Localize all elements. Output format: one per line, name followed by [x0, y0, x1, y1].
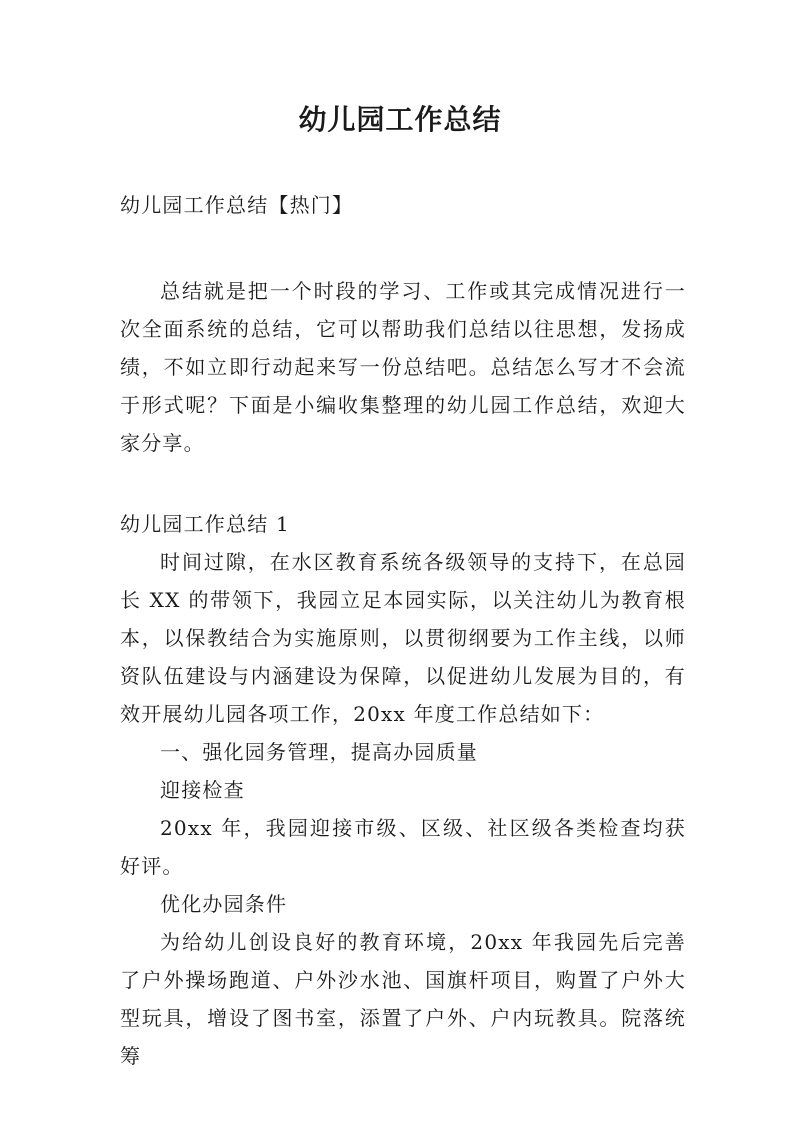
body-paragraph: 时间过隙，在水区教育系统各级领导的支持下，在总园长 XX 的带领下，我园立足本园实际，以关注幼儿为教育根本，以保教结合为实施原则，以贯彻纲要为工作主线，以师资队伍建设与内涵建设为保障，以促进幼儿发展为目的，有效开展幼儿园各项工作，20xx 年度工作总结如下： [120, 550, 686, 726]
subheading-management: 一、强化园务管理，提高办园质量 [160, 740, 478, 764]
body-paragraph: 为给幼儿创设良好的教育环境，20xx 年我园先后完善了户外操场跑道、户外沙水池、国旗杆项目，购置了户外大型玩具，增设了图书室，添置了户外、户内玩教具。院落统筹 [120, 930, 686, 1068]
document-title: 幼儿园工作总结 [298, 103, 502, 136]
subheading-conditions: 优化办园条件 [160, 892, 288, 916]
intro-paragraph: 总结就是把一个时段的学习、工作或其完成情况进行一次全面系统的总结，它可以帮助我们总结以往思想，发扬成绩，不如立即行动起来写一份总结吧。总结怎么写才不会流于形式呢？下面是小编收集整理的幼儿园工作总结，欢迎大家分享。 [120, 279, 686, 455]
body-paragraph: 20xx 年，我园迎接市级、区级、社区级各类检查均获好评。 [120, 816, 686, 878]
section-heading: 幼儿园工作总结 1 [120, 512, 290, 536]
document-body [120, 186, 686, 1075]
document-subtitle: 幼儿园工作总结【热门】 [120, 193, 354, 217]
subheading-inspection: 迎接检查 [160, 778, 245, 802]
